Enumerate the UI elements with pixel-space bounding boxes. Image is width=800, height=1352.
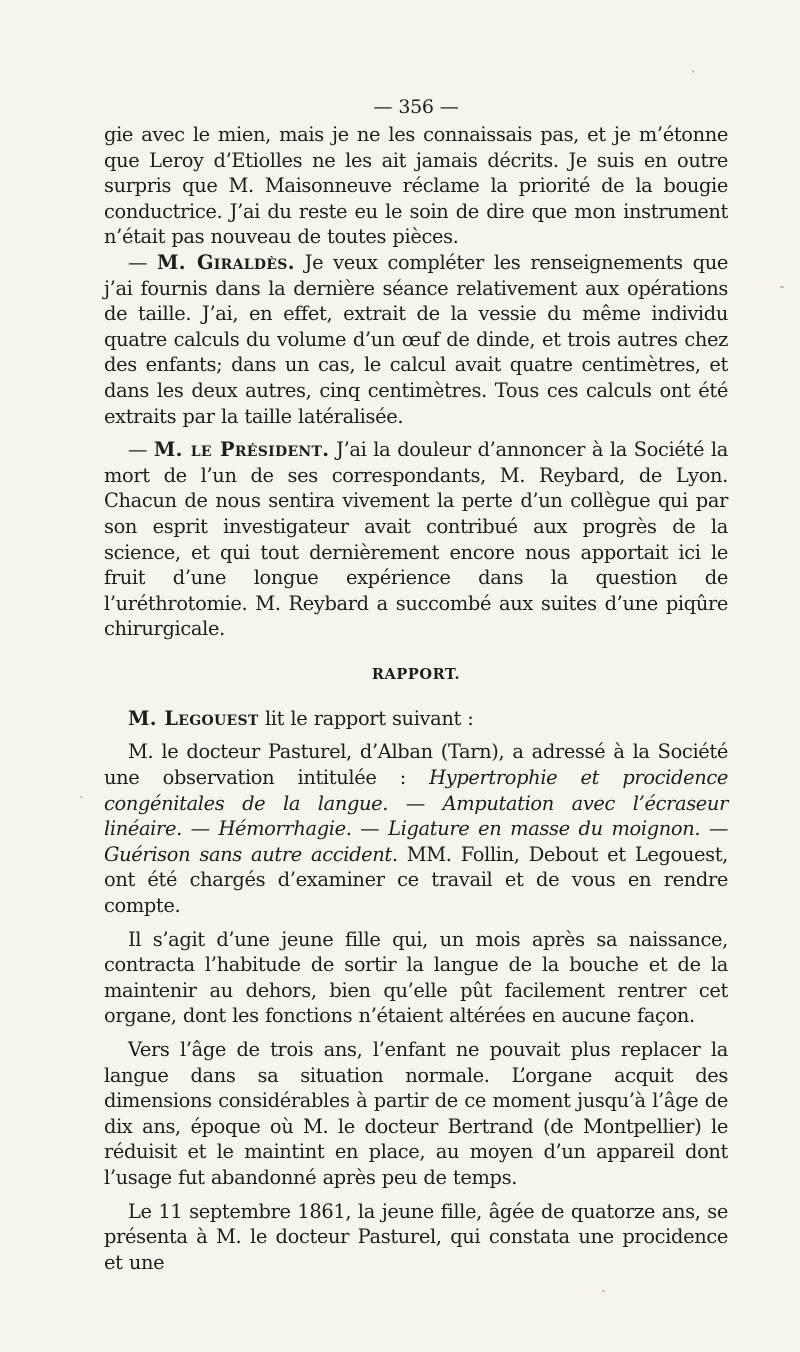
paper-speck — [692, 70, 694, 73]
paragraph-report-1 — [104, 739, 728, 918]
paragraph-legouest — [104, 706, 728, 732]
paragraph-report-4: Le 11 septembre 1861, la jeune fille, âgée de quatorze ans, se présenta à M. le docteur Pasturel, qui constata une procidence et une — [104, 1199, 728, 1274]
paragraph-text: lit le rapport suivant : — [258, 706, 474, 730]
paragraph-text: M. le docteur Pasturel, d’Alban (Tarn), a adressé à la Société une observation intitulée : — [104, 740, 728, 790]
page-number: — 356 — — [373, 96, 459, 118]
paper-speck — [80, 796, 82, 798]
paper-speck — [780, 286, 784, 288]
section-heading: RAPPORT. — [371, 665, 461, 683]
spacer — [104, 919, 728, 927]
spacer — [104, 1191, 728, 1199]
paragraph-report-2: Il s’agit d’une jeune fille qui, un mois après sa naissance, contracta l’habitude de sortir la langue de la bouche et de la maintenir au dehors, bien qu’elle pût facilement rentrer cet organe, dont les fonctions n’étaient altérées en aucune façon. — [104, 927, 728, 1028]
paragraph-text: MM. Follin, Debout et Legouest, ont été chargés d’examiner ce travail et de vous en rendre compte. — [104, 842, 728, 918]
speaker-name: M. le Président. — [153, 438, 330, 462]
spacer — [104, 1029, 728, 1037]
dash: — — [128, 438, 154, 462]
paragraph-report-3: Vers l’âge de trois ans, l’enfant ne pouvait plus replacer la langue dans sa situation normale. L’organe acquit des dimensions considérables à partir de ce moment jusqu’à l’âge de dix ans, époque où M. le docteur Bertrand (de Montpellier) le réduisit et le maintint en place, au moyen d’un appareil dont l’usage fut abandonné après peu de temps. — [104, 1038, 728, 1189]
paragraph-giraldes — [104, 250, 728, 429]
paragraph-president — [104, 437, 728, 642]
paper-speck — [602, 1290, 605, 1292]
observation-title: Hypertrophie et procidence congénitales de la langue. — Amputation avec l’écraseur linéaire. — Hémorrhagie. — Ligature en masse du moignon. — Guérison sans autre accident. — [104, 766, 728, 866]
paragraph-continuation: gie avec le mien, mais je ne les connaissais pas, et je m’étonne que Leroy d’Etiolles ne les ait jamais décrits. Je suis en outre surpris que M. Maisonneuve réclame la priorité de la bougie conductrice. J’ai du reste eu le soin de dire que mon instrument n’était pas nouveau de toutes pièces. — [104, 123, 728, 249]
dash: — — [128, 250, 157, 274]
page-text — [104, 93, 728, 1275]
paragraph-text: Je veux compléter les renseignements que j’ai fournis dans la dernière séance relativement aux opérations de taille. J’ai, en effet, extrait de la vessie du même individu quatre calculs du volume d’un œuf de dinde, et trois autres chez des enfants; dans un cas, le calcul avait quatre centimètres, et dans les deux autres, cinq centimètres. Tous ces calculs ont été extraits par la taille latéralisée. — [104, 250, 729, 428]
spacer — [104, 429, 728, 437]
paragraph-text: J’ai la douleur d’annoncer à la Société la mort de l’un de ses correspondants, M. Reybard, de Lyon. Chacun de nous sentira vivement la perte d’un collègue qui par son esprit investigateur avait contribué aux progrès de la science, et qui tout dernièrement encore nous apportait ici le fruit d’une longue expérience dans la question de l’uréthrotomie. M. Reybard a succombé aux suites d’une piqûre chirurgicale. — [104, 438, 728, 641]
speaker-name: M. Legouest — [128, 706, 259, 730]
spacer — [104, 731, 728, 739]
speaker-name: M. Giraldès. — [156, 250, 295, 274]
